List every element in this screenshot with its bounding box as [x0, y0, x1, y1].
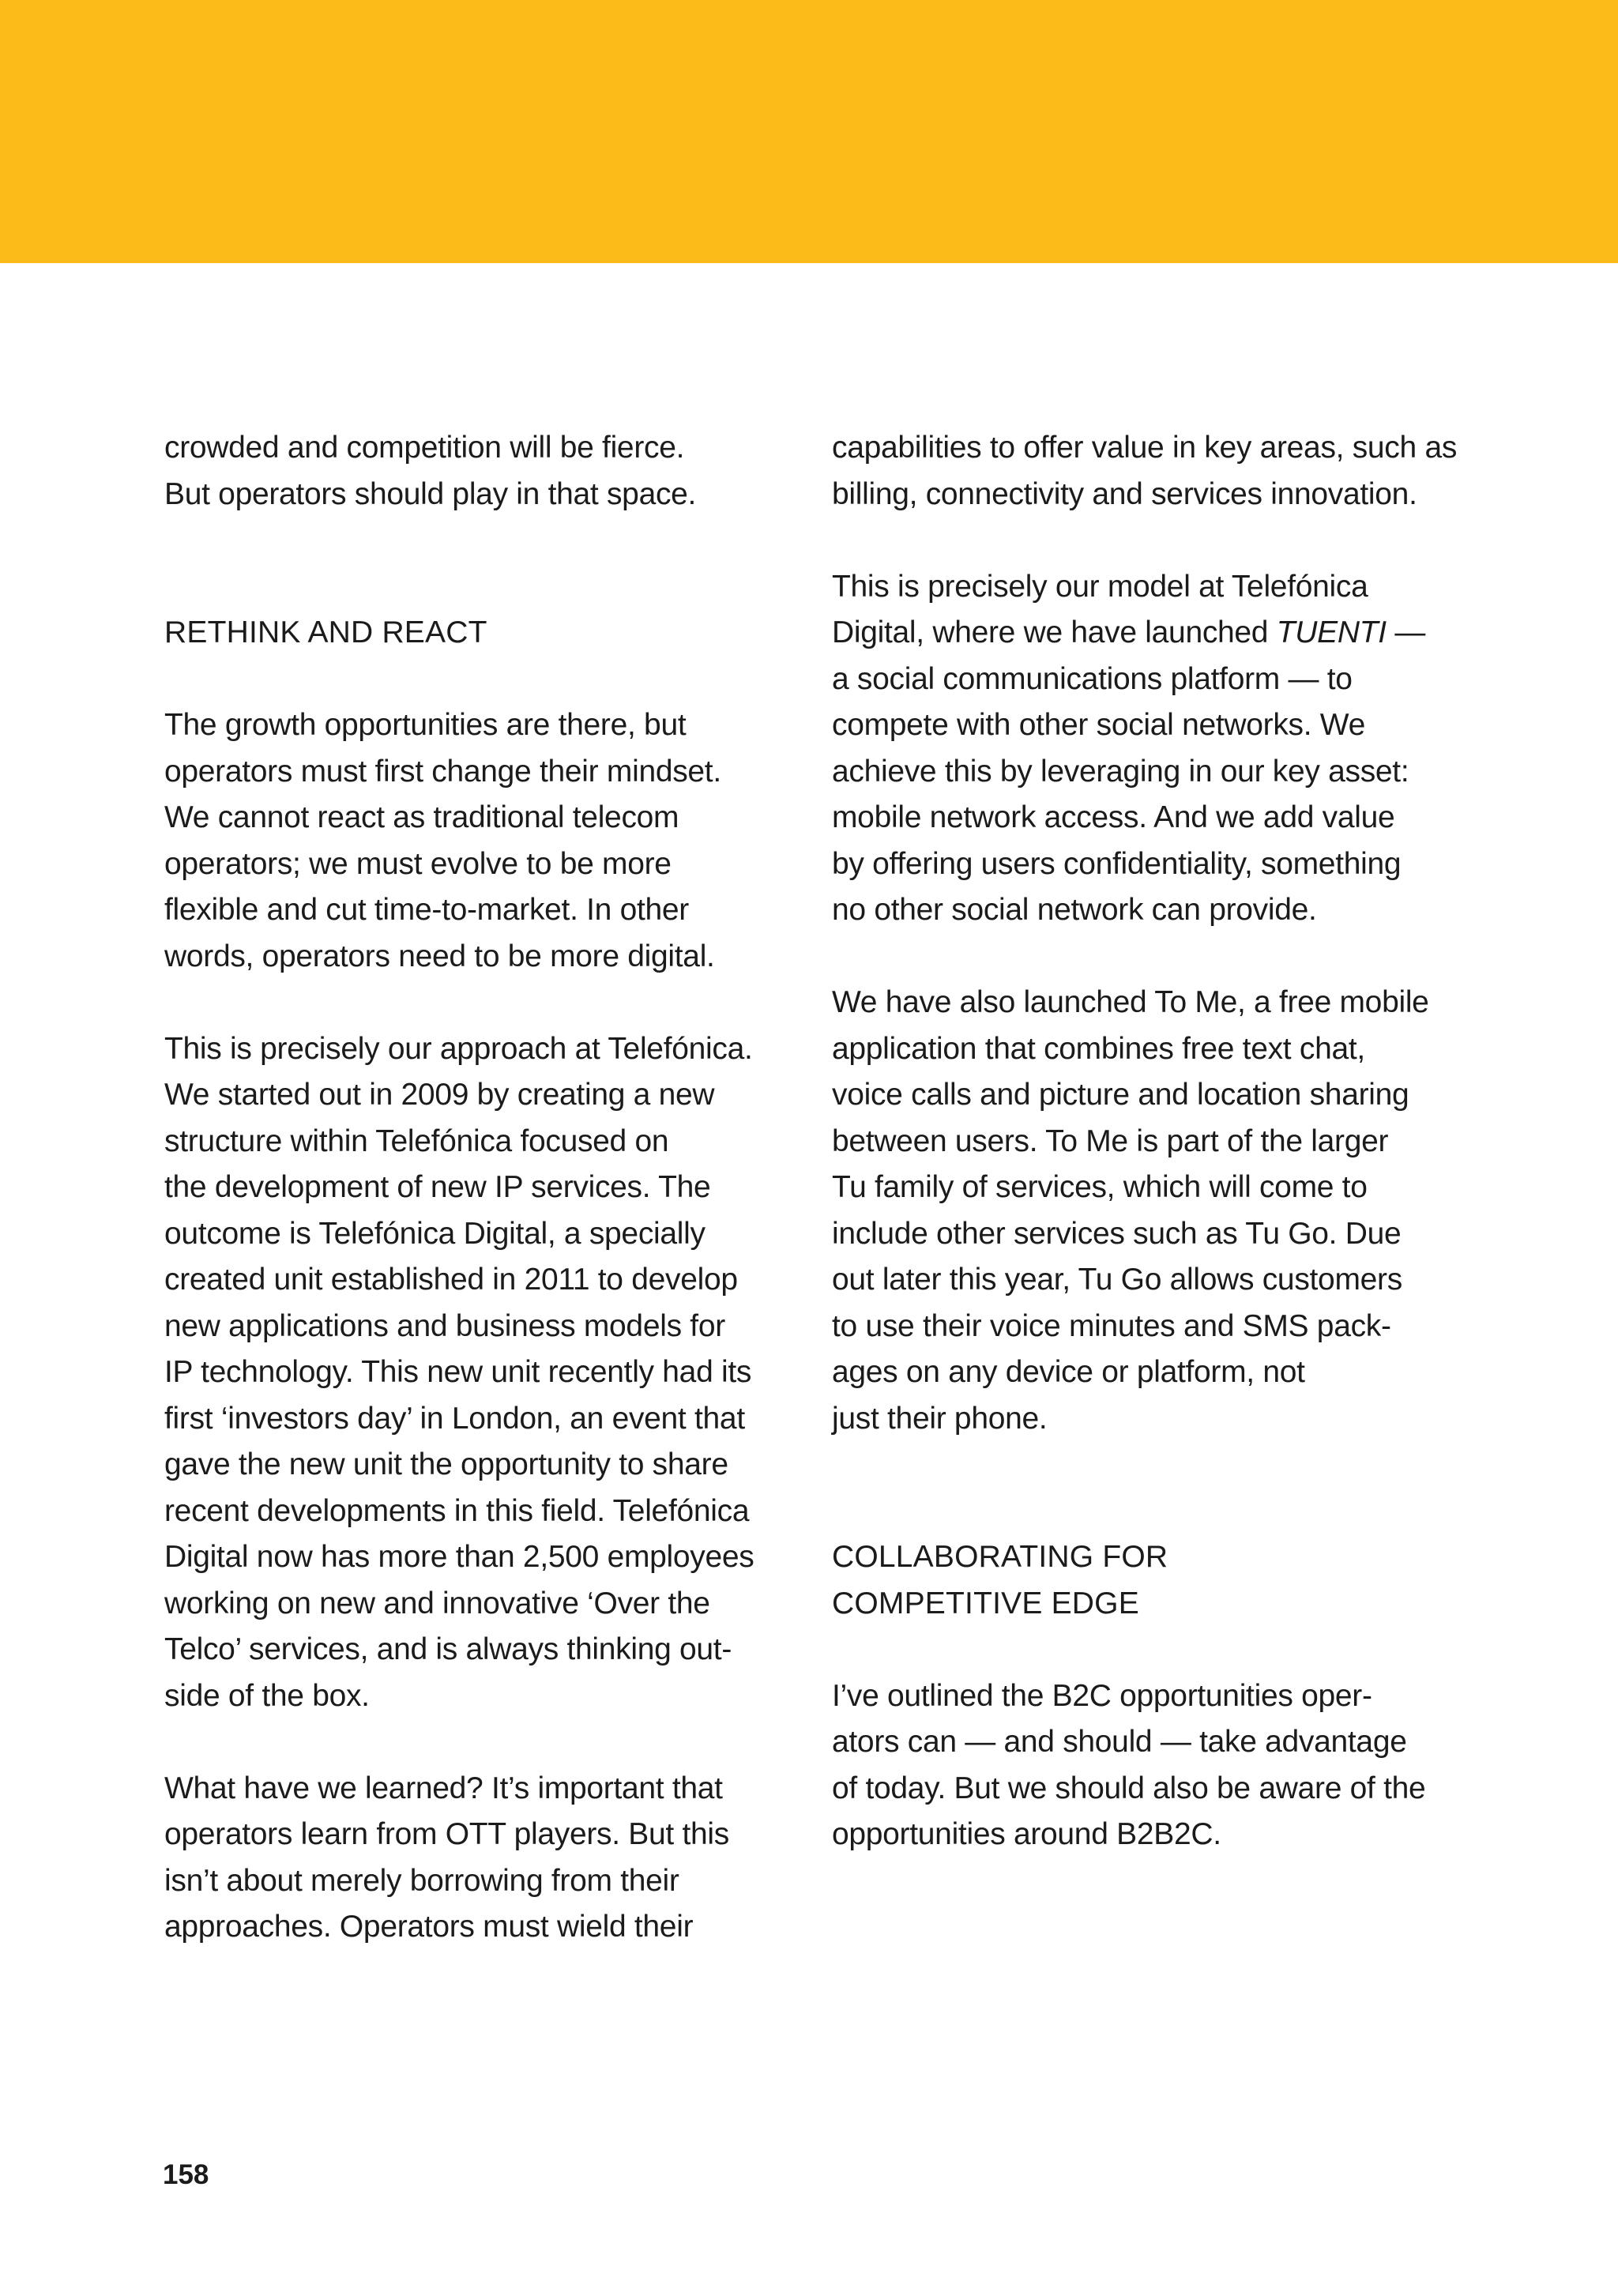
paragraph: The growth opportunities are there, but operators must first change their mindset. We cannot react as traditional telecom operators; we must evolve to be more flexible and cut time-to-market. In other words, operators need to be more digital. [164, 708, 721, 973]
paragraph-text: This is precisely our model at Telefónica Digital, where we have launched [832, 569, 1368, 649]
tuenti-brand-name: TUENTI [1276, 615, 1387, 649]
section-heading-collaborating: COLLABORATING FOR COMPETITIVE EDGE [832, 1540, 1168, 1620]
paragraph: I’ve outlined the B2C opportunities oper- ators can — and should — take advantage of today. But we should also be aware of the opportunities around B2B2C. [832, 1678, 1426, 1851]
left-text-column [164, 425, 806, 1951]
paragraph: What have we learned? It’s important that operators learn from OTT players. But this isn’t about merely borrowing from their approaches. Operators must wield their [164, 1771, 729, 1944]
paragraph: capabilities to offer value in key areas, such as billing, connectivity and services innovation. [832, 431, 1458, 511]
paragraph: crowded and competition will be fierce. But operators should play in that space. [164, 431, 697, 511]
paragraph: This is precisely our approach at Telefónica. We started out in 2009 by creating a new structure within Telefónica focused on the development of new IP services. The outcome is Telefónica Digital, a specially created unit established in 2011 to develop new applications and business models for IP technology. This new unit recently had its first ‘investors day’ in London, an event that gave the new unit the opportunity to share recent developments in this field. Telefónica Digital now has more than 2,500 employees working on new and innovative ‘Over the Telco’ services, and is always thinking out- side of the box. [164, 1031, 754, 1713]
paragraph-text: — a social communications platform — to compete with other social networks. We achieve this by leveraging in our key asset: mobile network access. And we add value by offering users confidentiality, something no other social network can provide. [832, 615, 1426, 927]
page-number: 158 [163, 2159, 209, 2190]
paragraph: We have also launched To Me, a free mobile application that combines free text chat, voice calls and picture and location sharing between users. To Me is part of the larger Tu family of services, which will come to include other services such as Tu Go. Due out later this year, Tu Go allows customers to use their voice minutes and SMS pack- ages on any device or platform, not just their phone. [832, 985, 1429, 1436]
header-color-band [0, 0, 1618, 263]
section-heading-rethink-and-react: RETHINK AND REACT [164, 615, 487, 649]
right-text-column [832, 425, 1473, 1858]
paragraph [832, 564, 1473, 934]
